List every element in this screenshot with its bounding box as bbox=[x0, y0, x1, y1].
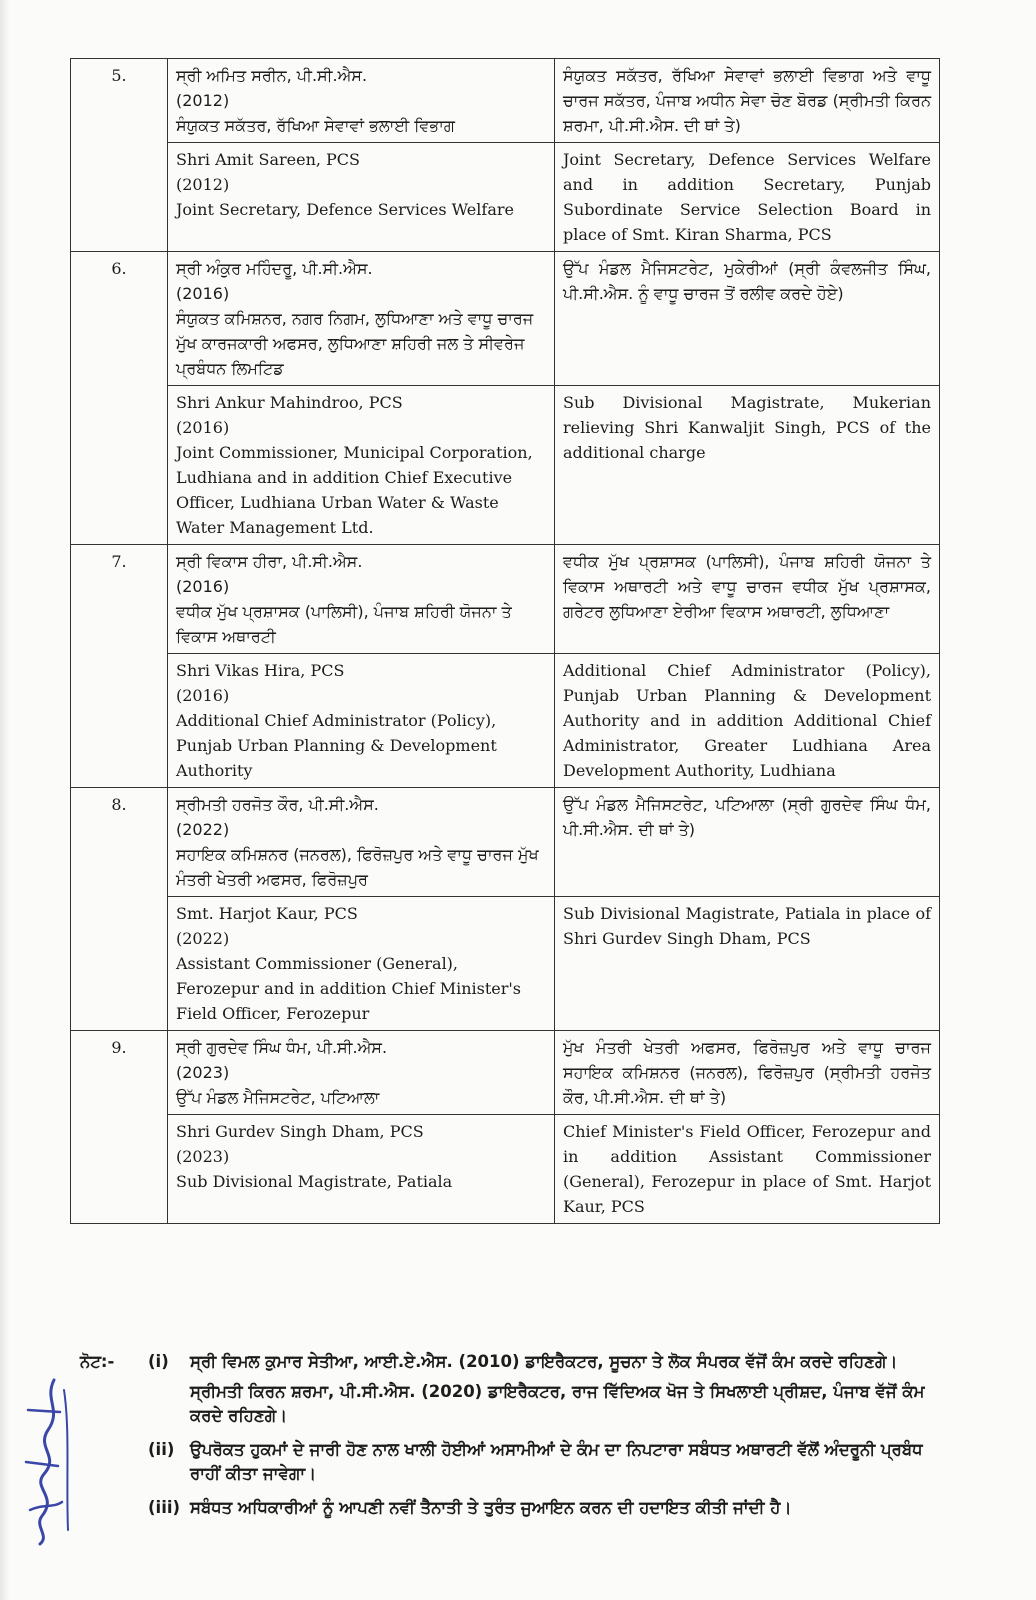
current-posting: ਸੰਯੁਕਤ ਕਮਿਸ਼ਨਰ, ਨਗਰ ਨਿਗਮ, ਲੁਧਿਆਣਾ ਅਤੇ ਵਾਧੂ ਚਾਰਜ ਮੁੱਖ ਕਾਰਜਕਾਰੀ ਅਫਸਰ, ਲੁਧਿਆਣਾ ਸ਼ਹਿਰੀ ਜਲ ਤੇ ਸੀਵਰੇਜ ਪ੍ਰਬੰਧਨ ਲਿਮਟਿਡ bbox=[176, 309, 534, 378]
note-number: (i) bbox=[148, 1352, 169, 1371]
new-posting-english: Joint Secretary, Defence Services Welfare and in addition Secretary, Punjab Subordinate Service Selection Board in place of Smt. Kiran Sharma, PCS bbox=[555, 143, 940, 252]
table-body bbox=[71, 59, 940, 1224]
note-text: ਸਬੰਧਤ ਅਧਿਕਾਰੀਆਂ ਨੂੰ ਆਪਣੀ ਨਵੀਂ ਤੈਨਾਤੀ ਤੇ ਤੁਰੰਤ ਜੁਆਇਨ ਕਰਨ ਦੀ ਹਦਾਇਤ ਕੀਤੀ ਜਾਂਦੀ ਹੈ। bbox=[190, 1498, 792, 1517]
officer-cell-punjabi bbox=[168, 788, 555, 897]
officer-name: Shri Ankur Mahindroo, PCS bbox=[176, 393, 403, 412]
officer-cell-english bbox=[168, 1115, 555, 1224]
officer-cell-english bbox=[168, 654, 555, 788]
new-posting-english: Sub Divisional Magistrate, Patiala in place of Shri Gurdev Singh Dham, PCS bbox=[555, 897, 940, 1031]
table-row-english bbox=[71, 1115, 940, 1224]
officer-batch: (2016) bbox=[176, 418, 230, 437]
note-number: (iii) bbox=[148, 1498, 181, 1517]
officer-name: Shri Amit Sareen, PCS bbox=[176, 150, 361, 169]
note-item-2 bbox=[148, 1438, 940, 1486]
notes-section bbox=[80, 1350, 940, 1530]
new-posting-english: Additional Chief Administrator (Policy), Punjab Urban Planning & Development Authority and in addition Additional Chief Administrator, Greater Ludhiana Area Development Authority, Ludhiana bbox=[555, 654, 940, 788]
table-row-punjabi bbox=[71, 545, 940, 654]
table-row-english bbox=[71, 386, 940, 545]
table-row-english bbox=[71, 654, 940, 788]
current-posting: ਉੱਪ ਮੰਡਲ ਮੈਜਿਸਟਰੇਟ, ਪਟਿਆਲਾ bbox=[176, 1088, 380, 1107]
table-row-punjabi bbox=[71, 252, 940, 386]
serial-number: 7. bbox=[71, 545, 168, 788]
serial-number: 9. bbox=[71, 1031, 168, 1224]
officer-batch: (2022) bbox=[176, 820, 230, 839]
officer-cell-english bbox=[168, 143, 555, 252]
officer-batch: (2022) bbox=[176, 929, 230, 948]
officer-name: ਸ੍ਰੀਮਤੀ ਹਰਜੋਤ ਕੌਰ, ਪੀ.ਸੀ.ਐਸ. bbox=[176, 795, 379, 814]
table-row-punjabi bbox=[71, 1031, 940, 1115]
new-posting-punjabi: ਮੁੱਖ ਮੰਤਰੀ ਖੇਤਰੀ ਅਫਸਰ, ਫਿਰੋਜ਼ਪੁਰ ਅਤੇ ਵਾਧੂ ਚਾਰਜ ਸਹਾਇਕ ਕਮਿਸ਼ਨਰ (ਜਨਰਲ), ਫਿਰੋਜ਼ਪੁਰ (ਸ੍ਰੀਮਤੀ ਹਰਜੋਤ ਕੌਰ, ਪੀ.ਸੀ.ਐਸ. ਦੀ ਥਾਂ ਤੇ) bbox=[555, 1031, 940, 1115]
serial-number: 8. bbox=[71, 788, 168, 1031]
officer-name: Shri Gurdev Singh Dham, PCS bbox=[176, 1122, 424, 1141]
current-posting: ਸਹਾਇਕ ਕਮਿਸ਼ਨਰ (ਜਨਰਲ), ਫਿਰੋਜ਼ਪੁਰ ਅਤੇ ਵਾਧੂ ਚਾਰਜ ਮੁੱਖ ਮੰਤਰੀ ਖੇਤਰੀ ਅਫਸਰ, ਫਿਰੋਜ਼ਪੁਰ bbox=[176, 845, 539, 889]
officer-batch: (2023) bbox=[176, 1147, 230, 1166]
note-subtext: ਸ੍ਰੀਮਤੀ ਕਿਰਨ ਸ਼ਰਮਾ, ਪੀ.ਸੀ.ਐਸ. (2020) ਡਾਇਰੈਕਟਰ, ਰਾਜ ਵਿੱਦਿਅਕ ਖੋਜ ਤੇ ਸਿਖਲਾਈ ਪ੍ਰੀਸ਼ਦ, ਪੰਜਾਬ ਵੱਜੋਂ ਕੰਮ ਕਰਦੇ ਰਹਿਣਗੇ। bbox=[190, 1382, 925, 1425]
note-item-3 bbox=[148, 1496, 940, 1520]
note-text: ਉਪਰੋਕਤ ਹੁਕਮਾਂ ਦੇ ਜਾਰੀ ਹੋਣ ਨਾਲ ਖਾਲੀ ਹੋਈਆਂ ਅਸਾਮੀਆਂ ਦੇ ਕੰਮ ਦਾ ਨਿਪਟਾਰਾ ਸਬੰਧਤ ਅਥਾਰਟੀ ਵੱਲੋਂ ਅੰਦਰੂਨੀ ਪ੍ਰਬੰਧ ਰਾਹੀਂ ਕੀਤਾ ਜਾਵੇਗਾ। bbox=[190, 1440, 923, 1483]
table-row-punjabi bbox=[71, 59, 940, 143]
officer-cell-punjabi bbox=[168, 545, 555, 654]
new-posting-punjabi: ਸੰਯੁਕਤ ਸਕੱਤਰ, ਰੱਖਿਆ ਸੇਵਾਵਾਂ ਭਲਾਈ ਵਿਭਾਗ ਅਤੇ ਵਾਧੂ ਚਾਰਜ ਸਕੱਤਰ, ਪੰਜਾਬ ਅਧੀਨ ਸੇਵਾ ਚੋਣ ਬੋਰਡ (ਸ੍ਰੀਮਤੀ ਕਿਰਨ ਸ਼ਰਮਾ, ਪੀ.ਸੀ.ਐਸ. ਦੀ ਥਾਂ ਤੇ) bbox=[555, 59, 940, 143]
current-posting: ਵਧੀਕ ਮੁੱਖ ਪ੍ਰਸ਼ਾਸਕ (ਪਾਲਿਸੀ), ਪੰਜਾਬ ਸ਼ਹਿਰੀ ਯੋਜਨਾ ਤੇ ਵਿਕਾਸ ਅਥਾਰਟੀ bbox=[176, 602, 512, 646]
officer-batch: (2012) bbox=[176, 91, 230, 110]
officer-name: ਸ੍ਰੀ ਅਮਿਤ ਸਰੀਨ, ਪੀ.ਸੀ.ਐਸ. bbox=[176, 66, 368, 85]
notes-heading: ਨੋਟ:- bbox=[80, 1352, 115, 1371]
current-posting: Additional Chief Administrator (Policy), Punjab Urban Planning & Development Authority bbox=[176, 711, 497, 780]
new-posting-english: Sub Divisional Magistrate, Mukerian relieving Shri Kanwaljit Singh, PCS of the additional charge bbox=[555, 386, 940, 545]
officer-batch: (2016) bbox=[176, 284, 230, 303]
officer-name: Smt. Harjot Kaur, PCS bbox=[176, 904, 358, 923]
transfer-orders-table bbox=[70, 58, 940, 1224]
note-item-1 bbox=[80, 1350, 940, 1428]
new-posting-punjabi: ਉੱਪ ਮੰਡਲ ਮੈਜਿਸਟਰੇਟ, ਪਟਿਆਲਾ (ਸ੍ਰੀ ਗੁਰਦੇਵ ਸਿੰਘ ਧੰਮ, ਪੀ.ਸੀ.ਐਸ. ਦੀ ਥਾਂ ਤੇ) bbox=[555, 788, 940, 897]
handwritten-signature bbox=[14, 1370, 74, 1550]
officer-cell-english bbox=[168, 897, 555, 1031]
serial-number: 5. bbox=[71, 59, 168, 252]
officer-batch: (2016) bbox=[176, 577, 230, 596]
current-posting: ਸੰਯੁਕਤ ਸਕੱਤਰ, ਰੱਖਿਆ ਸੇਵਾਵਾਂ ਭਲਾਈ ਵਿਭਾਗ bbox=[176, 116, 455, 135]
officer-name: ਸ੍ਰੀ ਵਿਕਾਸ ਹੀਰਾ, ਪੀ.ਸੀ.ਐਸ. bbox=[176, 552, 363, 571]
table-row-english bbox=[71, 897, 940, 1031]
officer-batch: (2023) bbox=[176, 1063, 230, 1082]
note-text: ਸ੍ਰੀ ਵਿਮਲ ਕੁਮਾਰ ਸੇਤੀਆ, ਆਈ.ਏ.ਐਸ. (2010) ਡਾਇਰੈਕਟਰ, ਸੂਚਨਾ ਤੇ ਲੋਕ ਸੰਪਰਕ ਵੱਜੋਂ ਕੰਮ ਕਰਦੇ ਰਹਿਣਗੇ। bbox=[190, 1352, 898, 1371]
officer-name: ਸ੍ਰੀ ਅੰਕੁਰ ਮਹਿੰਦਰੂ, ਪੀ.ਸੀ.ਐਸ. bbox=[176, 259, 373, 278]
officer-name: Shri Vikas Hira, PCS bbox=[176, 661, 345, 680]
note-number: (ii) bbox=[148, 1440, 175, 1459]
table-row-english bbox=[71, 143, 940, 252]
current-posting: Joint Commissioner, Municipal Corporation, Ludhiana and in addition Chief Executive Officer, Ludhiana Urban Water & Waste Water Management Ltd. bbox=[176, 443, 533, 537]
current-posting: Sub Divisional Magistrate, Patiala bbox=[176, 1172, 453, 1191]
officer-cell-punjabi bbox=[168, 1031, 555, 1115]
officer-cell-punjabi bbox=[168, 59, 555, 143]
officer-cell-english bbox=[168, 386, 555, 545]
officer-name: ਸ੍ਰੀ ਗੁਰਦੇਵ ਸਿੰਘ ਧੰਮ, ਪੀ.ਸੀ.ਐਸ. bbox=[176, 1038, 388, 1057]
officer-batch: (2016) bbox=[176, 686, 230, 705]
current-posting: Assistant Commissioner (General), Ferozepur and in addition Chief Minister's Field Officer, Ferozepur bbox=[176, 954, 521, 1023]
serial-number: 6. bbox=[71, 252, 168, 545]
table-row-punjabi bbox=[71, 788, 940, 897]
new-posting-punjabi: ਵਧੀਕ ਮੁੱਖ ਪ੍ਰਸ਼ਾਸਕ (ਪਾਲਿਸੀ), ਪੰਜਾਬ ਸ਼ਹਿਰੀ ਯੋਜਨਾ ਤੇ ਵਿਕਾਸ ਅਥਾਰਟੀ ਅਤੇ ਵਾਧੂ ਚਾਰਜ ਵਧੀਕ ਮੁੱਖ ਪ੍ਰਸ਼ਾਸਕ, ਗਰੇਟਰ ਲੁਧਿਆਣਾ ਏਰੀਆ ਵਿਕਾਸ ਅਥਾਰਟੀ, ਲੁਧਿਆਣਾ bbox=[555, 545, 940, 654]
officer-cell-punjabi bbox=[168, 252, 555, 386]
new-posting-punjabi: ਉੱਪ ਮੰਡਲ ਮੈਜਿਸਟਰੇਟ, ਮੁਕੇਰੀਆਂ (ਸ੍ਰੀ ਕੰਵਲਜੀਤ ਸਿੰਘ, ਪੀ.ਸੀ.ਐਸ. ਨੂੰ ਵਾਧੂ ਚਾਰਜ ਤੋਂ ਰਲੀਵ ਕਰਦੇ ਹੋਏ) bbox=[555, 252, 940, 386]
new-posting-english: Chief Minister's Field Officer, Ferozepur and in addition Assistant Commissioner (General), Ferozepur in place of Smt. Harjot Kaur, PCS bbox=[555, 1115, 940, 1224]
current-posting: Joint Secretary, Defence Services Welfare bbox=[176, 200, 514, 219]
scan-left-edge bbox=[0, 0, 10, 1600]
officer-batch: (2012) bbox=[176, 175, 230, 194]
